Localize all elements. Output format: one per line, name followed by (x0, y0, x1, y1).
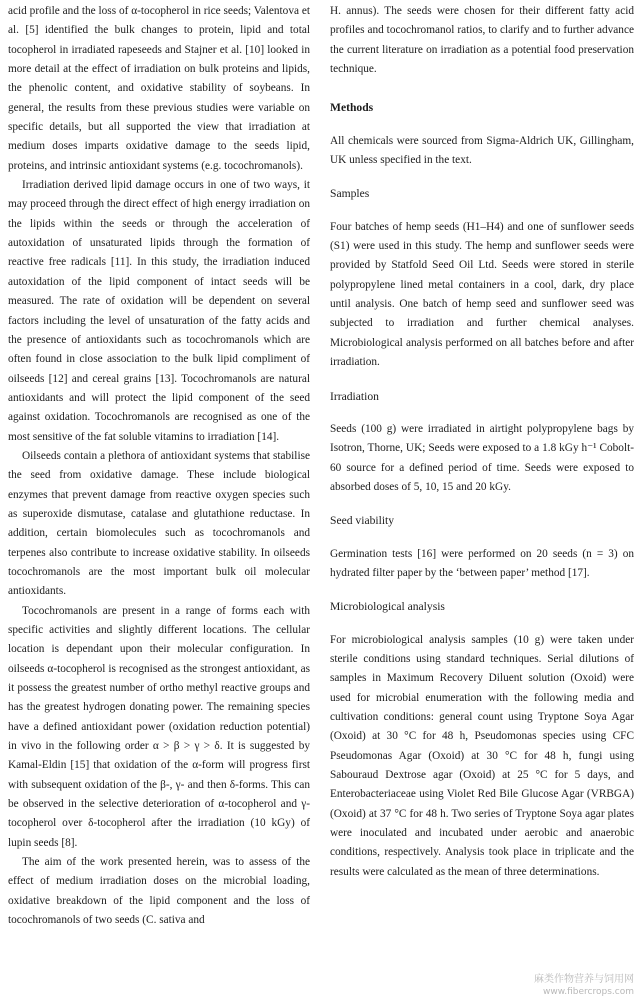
methods-paragraph: All chemicals were sourced from Sigma-Aldrich UK, Gillingham, UK unless specified in the text. (330, 134, 634, 167)
irradiation-paragraph: Seeds (100 g) were irradiated in airtight polypropylene bags by Isotron, Thorne, UK; Seeds were exposed to a 1.8 kGy h⁻¹ Cobolt-60 source for a defined period of time. Seeds were exposed to absorbed doses of 5, 10, 15 and 20 kGy. (330, 422, 634, 493)
watermark-url: www.fibercrops.com (543, 987, 634, 997)
intro-paragraph: H. annus). The seeds were chosen for their different fatty acid profiles and tocochromanol ratios, to clarify and to further advance the current literature on irradiation as a potential food preservation technique. (330, 5, 634, 76)
left-paragraph-5: The aim of the work presented herein, was to assess of the effect of medium irradiation doses on the microbial loading, oxidative breakdown of the lipid component and the loss of tocochromanols of two seeds (C. sativa and (8, 856, 310, 927)
left-paragraph-1: acid profile and the loss of α-tocopherol in rice seeds; Valentova et al. [5] identified the bulk changes to protein, lipid and total tocopherol in irradiated rapeseeds and Stajner et al. [10] looked in more detail at the effect of irradiation on bulk proteins and lipids, the phenolic content, and oxidative stability of soybeans. In general, the results from these previous studies were variable on specific details, but all supported the view that irradiation at medium doses imparts oxidative damage to the seeds lipid, proteins, and intrinsic antioxidant systems (e.g. tocochromanols). (8, 5, 310, 172)
section-spacer (330, 118, 634, 132)
section-spacer (330, 497, 634, 511)
irradiation-heading: Irradiation (330, 389, 379, 403)
section-spacer (330, 373, 634, 387)
section-spacer (330, 170, 634, 184)
section-spacer (330, 531, 634, 545)
section-spacer (330, 406, 634, 420)
samples-paragraph: Four batches of hemp seeds (H1–H4) and one of sunflower seeds (S1) were used in this study. The hemp and sunflower seeds were provided by Statfold Seed Oil Ltd. Seeds were stored in sterile polypropylene lined metal containers in a cool, dark, dry place until analysis. One batch of hemp seed and sunflower seed was subjected to irradiation and further chemical analyses. Microbiological analysis performed on all batches before and after irradiation. (330, 220, 634, 369)
seed-viability-paragraph: Germination tests [16] were performed on 20 seeds (n = 3) on hydrated filter paper by the ‘between paper’ method [17]. (330, 547, 634, 579)
right-column (330, 2, 634, 882)
section-spacer (330, 79, 634, 98)
section-spacer (330, 583, 634, 597)
site-watermark (534, 974, 634, 998)
section-spacer (330, 617, 634, 631)
left-paragraph-4: Tocochromanols are present in a range of forms each with specific activities and slightly different locations. The cellular location is dependant upon their molecular configuration. In oilseeds α-tocopherol is recognised as the strongest antioxidant, as it possess the greatest number of ortho methyl reactive groups and has the greatest hydrogen donating power. The remaining species have a defined antioxidant power (oxidation reduction potential) in vivo in the following order α > β > γ > δ. It is suggested by Kamal-Eldin [15] that oxidation of the α-form will progress first with subsequent oxidation of the β-, γ- and then δ-forms. This can be observed in the selective deterioration of α-tocopherol and γ-tocopherol over δ-tocopherol after the irradiation (10 kGy) of lupin seeds [8]. (8, 604, 310, 849)
microbiological-paragraph: For microbiological analysis samples (10 g) were taken under sterile conditions using standard techniques. Serial dilutions of samples in Maximum Recovery Diluent solution (Oxoid) were used for microbial enumeration with the following media and cultivation conditions: general count using Tryptone Soya Agar (Oxoid) at 30 °C for 48 h, Pseudomonas species using CFC Pseudomonas Agar (Oxoid) at 30 °C for 48 h, fungi using Sabouraud Dextrose agar (Oxoid) at 25 °C for 5 days, and Enterobacteriaceae using Violet Red Bile Glucose Agar (VRBGA) (Oxoid) at 37 °C for 48 h. Two series of Tryptone Soya agar plates were inoculated and incubated under aerobic and anaerobic conditions, respectively. Analysis took place in triplicate and the results were calculated as the mean of three determinations. (330, 633, 634, 878)
left-paragraph-3: Oilseeds contain a plethora of antioxidant systems that stabilise the seed from oxidative damage. These include biological enzymes that prevent damage from reactive oxygen species such as superoxide dismutase, catalase and glutathione reductase. In addition, certain biomolecules such as tocochromanols and terpenes also contribute to increase oxidative stability. In oilseeds tocochromanols are the most important bulk oil molecular antioxidants. (8, 449, 310, 598)
section-spacer (330, 204, 634, 218)
left-paragraph-2: Irradiation derived lipid damage occurs in one of two ways, it may proceed through the direct effect of high energy irradiation on the lipids within the seeds or through the acceleration of autoxidation of unsaturated lipids through the formation of reactive free radicals [11]. In this study, the irradiation induced autoxidation of the lipid component of intact seeds will be measured. The rate of oxidation will be dependent on several factors including the level of unsaturation of the fatty acids and the presence of antioxidants such as tocochromanols which are often found in close association to the bulk lipid compliment of oilseeds [12] and cereal grains [13]. Tocochromanols are natural antioxidants and will protect the lipid component of the seed against oxidation. Tocochromanols are recognised as one of the most sensitive of the fat soluble vitamins to irradiation [14]. (8, 179, 310, 443)
microbiological-heading: Microbiological analysis (330, 600, 445, 614)
methods-heading: Methods (330, 101, 374, 115)
samples-heading: Samples (330, 187, 370, 201)
seed-viability-heading: Seed viability (330, 514, 395, 528)
watermark-site-name: 麻类作物营养与饲用网 (534, 974, 634, 985)
left-column (8, 2, 310, 931)
